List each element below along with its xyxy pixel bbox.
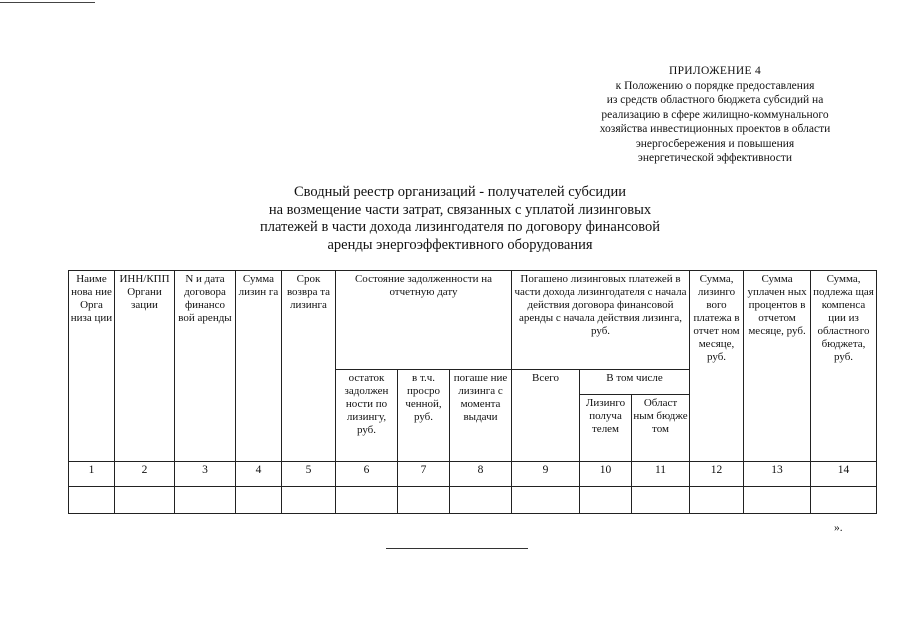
appendix-line: энергосбережения и повышения [635,137,795,150]
column-number: 3 [175,462,236,487]
appendix-line: энергетической эффективности [637,152,793,164]
title-line: платежей в части дохода лизингодателя по договору финансовой [259,219,661,235]
registry-table [68,270,877,514]
title-line: Сводный реестр организаций - получателей субсидии [293,184,626,200]
header-row-1 [69,271,877,370]
empty-cell [580,487,632,514]
appendix-line: реализацию в сфере жилищно-коммунального [601,108,829,121]
column-number: 5 [282,462,336,487]
top-left-rule [0,2,95,3]
empty-cell [398,487,450,514]
title-line: на возмещение части затрат, связанных с уплатой лизинговых [268,201,652,218]
header-repayment: погаше ние лизинга с момента выдачи [450,370,512,462]
column-number: 12 [690,462,744,487]
header-org-name: Наиме нова ние Орга низа ции [69,271,115,462]
header-compensation: Сумма, подлежа щая компенса ции из областного бюджета, руб. [811,271,877,462]
column-number: 10 [580,462,632,487]
empty-cell [512,487,580,514]
empty-cell [69,487,115,514]
empty-cell [744,487,811,514]
header-total: Всего [512,370,580,462]
appendix-line: хозяйства инвестиционных проектов в области [599,123,831,135]
appendix-line: из средств областного бюджета субсидий на [606,94,824,106]
header-by-budget: Област ным бюдже том [632,395,690,462]
empty-data-row [69,487,877,514]
column-number-row [69,462,877,487]
header-contract: N и дата договора финансо вой аренды [175,271,236,462]
empty-cell [811,487,877,514]
header-repaid-group: Погашено лизинговых платежей в части дохода лизингодателя с начала действия договора финансовой аренды с начала действия лизинга, руб. [512,271,690,370]
column-number: 13 [744,462,811,487]
header-including-group: В том числе [580,370,690,395]
empty-cell [690,487,744,514]
column-number: 8 [450,462,512,487]
column-number: 6 [336,462,398,487]
empty-cell [175,487,236,514]
header-debt-balance: остаток задолжен ности по лизингу, руб. [336,370,398,462]
column-number: 1 [69,462,115,487]
document-title [200,184,720,254]
title-line: аренды энергоэффективного оборудования [327,236,593,253]
header-inn-kpp: ИНН/КПП Органи зации [115,271,175,462]
column-number: 4 [236,462,282,487]
column-number: 11 [632,462,690,487]
appendix-line: к Положению о порядке предоставления [615,79,815,92]
empty-cell [236,487,282,514]
empty-cell [632,487,690,514]
empty-cell [336,487,398,514]
header-return-term: Срок возвра та лизинга [282,271,336,462]
column-number: 7 [398,462,450,487]
empty-cell [450,487,512,514]
bottom-rule [386,548,528,549]
header-overdue: в т.ч. просро ченной, руб. [398,370,450,462]
empty-cell [282,487,336,514]
column-number: 2 [115,462,175,487]
appendix-title: ПРИЛОЖЕНИЕ 4 [668,65,761,77]
empty-cell [115,487,175,514]
header-debt-group: Состояние задолженности на отчетную дату [336,271,512,370]
header-interest-paid: Сумма уплачен ных процентов в отчетом месяце, руб. [744,271,811,462]
appendix-block [560,64,870,166]
header-by-lessee: Лизинго получа телем [580,395,632,462]
column-number: 9 [512,462,580,487]
closing-quote: ». [834,522,843,534]
header-leasing-sum: Сумма лизин га [236,271,282,462]
column-number: 14 [811,462,877,487]
header-payment-sum: Сумма, лизинго вого платежа в отчет ном месяце, руб. [690,271,744,462]
